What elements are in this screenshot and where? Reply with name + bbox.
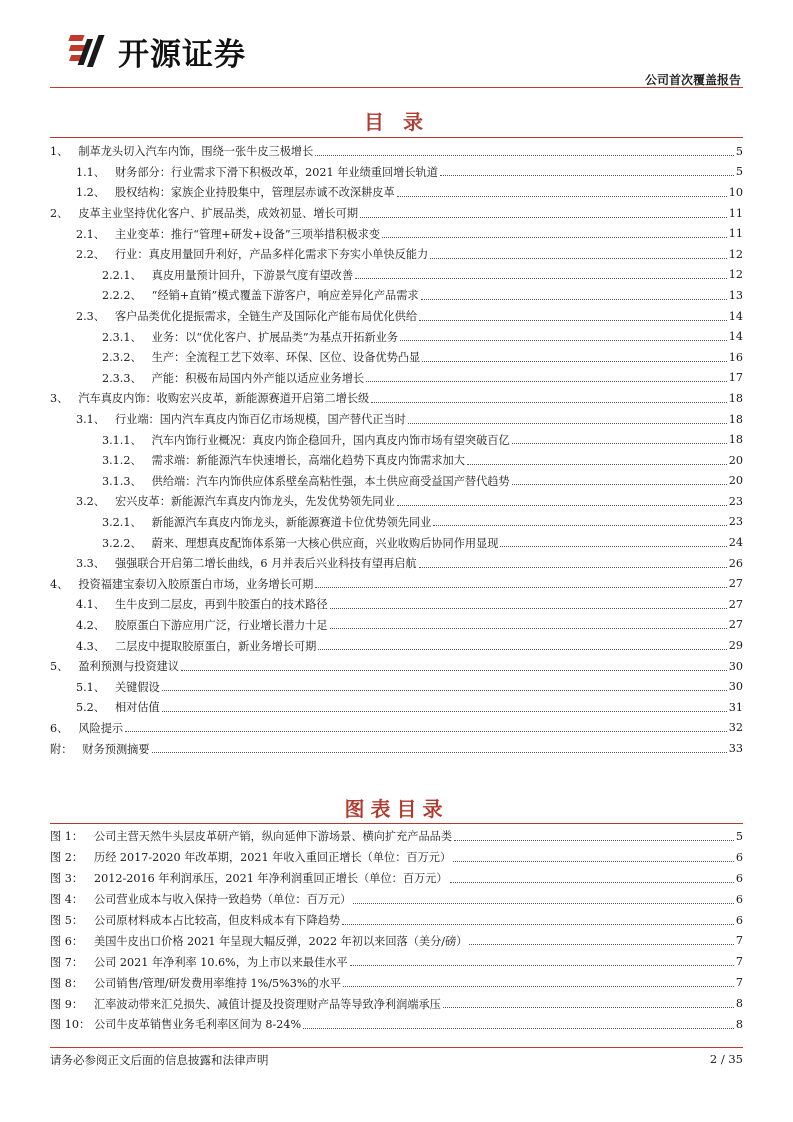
toc-entry[interactable]	[50, 553, 743, 574]
toc-entry-page: 11	[728, 206, 743, 220]
figure-list	[50, 826, 743, 1035]
toc-entry-page: 27	[728, 597, 743, 611]
figure-entry-title: 公司销售/管理/研发费用率维持 1%/5%3%的水平	[94, 976, 342, 990]
toc-entry-page: 33	[728, 742, 743, 756]
figure-entry[interactable]	[50, 930, 743, 951]
toc-entry-leader	[500, 546, 726, 547]
toc-entry-number: 2.3.3、	[102, 371, 142, 385]
toc-entry[interactable]	[50, 244, 743, 265]
toc-entry-number: 3.2、	[76, 495, 105, 509]
figure-entry-title: 2012-2016 年利润承压，2021 年净利润重回正增长（单位：百万元）	[94, 872, 448, 886]
toc-entry[interactable]	[50, 347, 743, 368]
toc-entry-leader	[315, 155, 734, 156]
toc-entry-number: 2.2.1、	[102, 268, 142, 282]
toc-entry-leader	[422, 361, 727, 362]
toc-entry-number: 5.1、	[76, 680, 105, 694]
figure-entry-leader	[353, 903, 734, 904]
toc-entry-page: 12	[728, 268, 743, 282]
toc-entry-leader	[419, 320, 727, 321]
figure-entry-leader	[443, 1007, 734, 1008]
toc-entry-page: 11	[728, 227, 743, 241]
figure-entry-title: 汇率波动带来汇兑损失、减值计提及投资理财产品等导致净利润端承压	[94, 997, 441, 1011]
toc-entry-page: 30	[728, 659, 743, 673]
toc-entry[interactable]	[50, 285, 743, 306]
toc-entry[interactable]	[50, 491, 743, 512]
toc-entry[interactable]	[50, 676, 743, 697]
toc-entry-page: 20	[728, 453, 743, 467]
toc-entry[interactable]	[50, 697, 743, 718]
footer-divider	[50, 1047, 743, 1048]
toc-entry-title: 胶原蛋白下游应用广泛，行业增长潜力十足	[114, 618, 328, 632]
figure-entry[interactable]	[50, 993, 743, 1014]
toc-entry-leader	[371, 402, 727, 403]
toc-entry-title: 投资福建宝泰切入胶原蛋白市场，业务增长可期	[78, 577, 314, 591]
toc-entry-leader	[433, 525, 726, 526]
toc-entry-number: 3、	[50, 392, 69, 406]
toc-entry-leader	[181, 670, 727, 671]
toc-entry-number: 3.1.2、	[102, 454, 142, 468]
toc-entry-number: 3.1.3、	[102, 474, 142, 488]
toc-entry-title: 财务预测摘要	[82, 742, 150, 756]
toc-entry-page: 14	[728, 309, 743, 323]
toc-entry-page: 14	[728, 330, 743, 344]
toc-entry-number: 1.2、	[76, 186, 105, 200]
toc-entry[interactable]	[50, 615, 743, 636]
toc-entry-page: 27	[728, 577, 743, 591]
report-type-label: 公司首次覆盖报告	[644, 73, 741, 87]
toc-entry-title: 行业：真皮用量回升利好，产品多样化需求下夯实小单快反能力	[114, 248, 429, 262]
toc-entry-title: 生产：全流程工艺下效率、环保、区位、设备优势凸显	[151, 351, 421, 365]
figure-entry-label: 图 2：	[50, 851, 84, 865]
toc-entry-title: 蔚来、理想真皮配饰体系第一大核心供应商，兴业收购后协同作用显现	[151, 536, 499, 550]
toc-entry-number: 1、	[50, 145, 69, 159]
toc-entry-page: 31	[728, 700, 743, 714]
toc-entry-title: 财务部分：行业需求下滑下积极改革，2021 年业绩重回增长轨道	[114, 165, 438, 179]
toc-entry-page: 29	[728, 639, 743, 653]
figure-entry-title: 公司 2021 年净利率 10.6%，为上市以来最佳水平	[94, 955, 348, 969]
figure-entry-page: 5	[735, 829, 743, 843]
toc-entry-page: 12	[728, 247, 743, 261]
toc-entry-title: 产能：积极布局国内外产能以适应业务增长	[151, 371, 365, 385]
toc-entry[interactable]	[50, 429, 743, 450]
toc-entry-page: 20	[728, 474, 743, 488]
figure-entry-leader	[303, 1028, 734, 1029]
toc-entry-title: 主业变革：推行“管理+研发+设备”三项举措积极求变	[114, 227, 381, 241]
toc-entry-leader	[152, 752, 727, 753]
page-header	[50, 24, 743, 86]
toc-entry[interactable]	[50, 223, 743, 244]
figure-entry[interactable]	[50, 847, 743, 868]
toc-entry[interactable]	[50, 656, 743, 677]
figure-entry[interactable]	[50, 951, 743, 972]
toc-entry-title: 行业端：国内汽车真皮内饰百亿市场规模，国产替代正当时	[114, 413, 406, 427]
toc-entry-title: 强强联合开启第二增长曲线，6 月并表后兴业科技有望再启航	[114, 557, 417, 571]
toc-entry-page: 30	[728, 680, 743, 694]
toc-entry-number: 3.1.1、	[102, 433, 142, 447]
toc-entry-title: 汽车真皮内饰：收购宏兴皮革，新能源赛道开启第二增长级	[78, 392, 370, 406]
figure-entry-title: 历经 2017-2020 年改革期，2021 年收入重回正增长（单位：百万元）	[94, 851, 452, 865]
toc-entry-number: 4.2、	[76, 618, 105, 632]
figure-entry-leader	[342, 924, 734, 925]
toc-entry-number: 3.1、	[76, 413, 105, 427]
toc-entry-page: 18	[728, 433, 743, 447]
toc-entry-title: 股权结构：家族企业持股集中，管理层赤诚不改深耕皮革	[114, 186, 395, 200]
figure-entry-leader	[350, 965, 734, 966]
toc-entry-leader	[355, 278, 727, 279]
toc-entry-number: 4.3、	[76, 639, 105, 653]
toc-entry-leader	[408, 423, 727, 424]
figure-entry-leader	[469, 944, 733, 945]
toc-entry-number: 3.2.1、	[102, 515, 142, 529]
toc-entry-number: 3.2.2、	[102, 536, 142, 550]
toc-entry-title: 业务：以“优化客户、扩展品类”为基点开拓新业务	[151, 330, 399, 344]
figure-entry-leader	[454, 840, 734, 841]
toc-entry-number: 6、	[50, 721, 69, 735]
toc-entry-page: 5	[735, 165, 743, 179]
figure-entry-page: 6	[735, 871, 743, 885]
company-logo	[68, 28, 246, 74]
figure-entry[interactable]	[50, 889, 743, 910]
toc-entry-number: 2.3.1、	[102, 330, 142, 344]
toc-entry[interactable]	[50, 512, 743, 533]
figure-entry-leader	[450, 882, 734, 883]
toc-title: 目 录	[364, 110, 429, 134]
toc-entry-leader	[330, 628, 727, 629]
toc-entry-page: 5	[735, 144, 743, 158]
toc-entry-number: 2.3、	[76, 310, 105, 324]
toc-entry-page: 23	[728, 494, 743, 508]
toc-entry-number: 2.2.2、	[102, 289, 142, 303]
toc-entry[interactable]	[50, 182, 743, 203]
figure-entry-page: 7	[735, 934, 743, 948]
toc-entry-page: 26	[728, 556, 743, 570]
toc-entry-title: 风险提示	[78, 721, 124, 735]
toc-entry-number: 4.1、	[76, 598, 105, 612]
toc-entry-number: 1.1、	[76, 165, 105, 179]
figure-entry-label: 图 9：	[50, 997, 84, 1011]
toc-entry-title: 真皮用量预计回升，下游景气度有望改善	[151, 268, 354, 282]
toc-entry[interactable]	[50, 573, 743, 594]
figure-entry-title: 公司牛皮革销售业务毛利率区间为 8-24%	[94, 1018, 302, 1032]
toc-entry[interactable]	[50, 265, 743, 286]
toc-entry-title: 二层皮中提取胶原蛋白，新业务增长可期	[114, 639, 317, 653]
toc-entry-page: 18	[728, 412, 743, 426]
toc-entry-page: 23	[728, 515, 743, 529]
toc-entry-leader	[419, 567, 727, 568]
figure-entry-label: 图 5：	[50, 914, 84, 927]
toc-entry-title: 相对估值	[114, 701, 160, 715]
table-of-contents	[50, 141, 743, 759]
toc-entry[interactable]	[50, 450, 743, 471]
toc-entry[interactable]	[50, 738, 743, 759]
figure-entry-page: 6	[735, 913, 743, 927]
logo-mark-icon	[68, 31, 110, 71]
toc-entry[interactable]	[50, 368, 743, 389]
toc-entry-number: 4、	[50, 577, 69, 591]
figure-entry[interactable]	[50, 1014, 743, 1035]
toc-entry-leader	[512, 484, 727, 485]
toc-entry[interactable]	[50, 471, 743, 492]
figure-entry-label: 图 10：	[50, 1018, 91, 1032]
figure-entry-title: 公司主营天然牛头层皮革研产销，纵向延伸下游场景、横向扩充产品品类	[94, 830, 453, 844]
toc-entry-number: 2、	[50, 207, 69, 221]
toc-entry-number: 5、	[50, 660, 69, 674]
figure-entry-page: 7	[735, 955, 743, 969]
toc-entry[interactable]	[50, 718, 743, 739]
toc-entry-title: 需求端：新能源汽车快速增长，高端化趋势下真皮内饰需求加大	[151, 454, 465, 468]
toc-entry-leader	[366, 381, 727, 382]
figure-entry-label: 图 3：	[50, 872, 84, 886]
toc-entry-title: 皮革主业坚持优化客户、扩展品类，成效初显、增长可期	[78, 207, 359, 221]
toc-entry-leader	[162, 690, 727, 691]
toc-entry-page: 13	[728, 288, 743, 302]
toc-entry-page: 10	[728, 185, 743, 199]
figure-entry-title: 公司原材料成本占比较高，但皮料成本有下降趋势	[94, 914, 341, 927]
toc-entry-leader	[382, 237, 727, 238]
toc-entry-page: 16	[728, 350, 743, 364]
toc-entry[interactable]	[50, 594, 743, 615]
figure-entry[interactable]	[50, 826, 743, 847]
toc-entry-page: 17	[728, 371, 743, 385]
toc-entry[interactable]	[50, 635, 743, 656]
toc-entry-leader	[467, 464, 727, 465]
toc-entry-leader	[400, 340, 727, 341]
toc-entry-leader	[330, 608, 727, 609]
toc-entry-leader	[512, 443, 727, 444]
toc-entry[interactable]	[50, 203, 743, 224]
toc-entry[interactable]	[50, 326, 743, 347]
figure-entry[interactable]	[50, 972, 743, 993]
toc-entry-number: 5.2、	[76, 701, 105, 715]
toc-entry[interactable]	[50, 306, 743, 327]
footer-page-number: 2 / 35	[709, 1052, 743, 1066]
toc-entry-leader	[430, 258, 727, 259]
toc-entry[interactable]	[50, 141, 743, 162]
figure-entry-page: 6	[735, 850, 743, 864]
figure-entry-leader	[343, 986, 734, 987]
figure-entry-page: 8	[735, 1017, 743, 1031]
toc-entry-page: 18	[728, 391, 743, 405]
toc-entry-title: 生牛皮到二层皮，再到牛胶蛋白的技术路径	[114, 598, 328, 612]
toc-entry-leader	[440, 175, 734, 176]
toc-entry-title: 供给端：汽车内饰供应体系壁垒高粘性强，本土供应商受益国产替代趋势	[151, 474, 510, 488]
header-divider	[50, 87, 743, 88]
toc-entry-leader	[125, 731, 727, 732]
toc-entry-number: 3.3、	[76, 557, 105, 571]
figure-entry[interactable]	[50, 910, 743, 931]
figure-entry-title: 公司营业成本与收入保持一致趋势（单位：百万元）	[94, 893, 352, 907]
toc-entry[interactable]	[50, 162, 743, 183]
toc-entry-title: 制革龙头切入汽车内饰，围绕一张牛皮三极增长	[78, 145, 314, 159]
figure-entry-page: 8	[735, 997, 743, 1011]
figure-entry[interactable]	[50, 868, 743, 889]
toc-entry[interactable]	[50, 388, 743, 409]
toc-entry-number: 2.1、	[76, 227, 105, 241]
toc-title-divider	[50, 137, 743, 138]
figure-entry-title: 美国牛皮出口价格 2021 年呈现大幅反弹，2022 年初以来回落（美分/磅）	[94, 934, 468, 948]
footer-disclaimer: 请务必参阅正文后面的信息披露和法律声明	[50, 1053, 269, 1067]
toc-entry-page: 32	[728, 721, 743, 735]
toc-entry-title: 汽车内饰行业概况：真皮内饰企稳回升，国内真皮内饰市场有望突破百亿	[151, 433, 510, 447]
toc-entry-page: 24	[728, 536, 743, 550]
toc-entry-title: 宏兴皮革：新能源汽车真皮内饰龙头，先发优势领先同业	[114, 495, 395, 509]
toc-entry-title: 客户品类优化提振需求，全链生产及国际化产能布局优化供给	[114, 310, 418, 324]
toc-entry-leader	[360, 217, 727, 218]
figure-entry-page: 6	[735, 892, 743, 906]
toc-entry-leader	[318, 649, 726, 650]
toc-entry-leader	[162, 711, 727, 712]
toc-entry-number: 2.3.2、	[102, 351, 142, 365]
toc-entry-leader	[397, 196, 727, 197]
figure-entry-leader	[453, 861, 734, 862]
toc-entry[interactable]	[50, 532, 743, 553]
toc-entry-page: 27	[728, 618, 743, 632]
figures-title: 图表目录	[344, 797, 449, 821]
toc-entry-number: 2.2、	[76, 248, 105, 262]
toc-entry[interactable]	[50, 409, 743, 430]
logo-text: 开源证券	[118, 36, 246, 73]
toc-entry-number: 附：	[50, 742, 73, 756]
figures-title-divider	[50, 823, 743, 824]
toc-entry-leader	[421, 299, 727, 300]
toc-entry-title: 新能源汽车真皮内饰龙头，新能源赛道卡位优势领先同业	[151, 515, 432, 529]
toc-entry-leader	[397, 505, 727, 506]
toc-entry-title: 关键假设	[114, 680, 160, 694]
toc-entry-leader	[315, 587, 726, 588]
figure-entry-label: 图 6：	[50, 934, 84, 948]
figure-entry-label: 图 4：	[50, 893, 84, 907]
toc-entry-title: 盈利预测与投资建议	[78, 660, 180, 674]
figure-entry-label: 图 8：	[50, 976, 84, 990]
figure-entry-label: 图 7：	[50, 955, 84, 969]
figure-entry-page: 7	[735, 976, 743, 990]
toc-entry-title: “经销+直销”模式覆盖下游客户，响应差异化产品需求	[151, 289, 419, 303]
figure-entry-label: 图 1：	[50, 830, 84, 844]
